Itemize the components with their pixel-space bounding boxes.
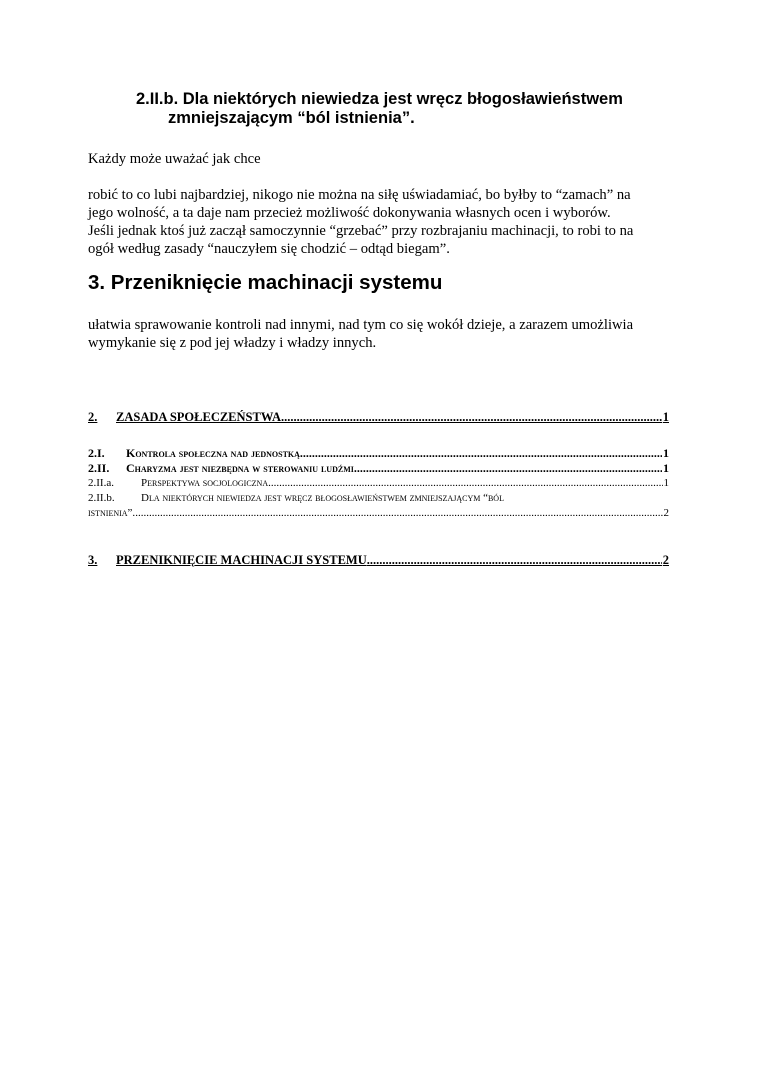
toc-title: PRZENIKNIĘCIE MACHINACJI SYSTEMU — [116, 553, 367, 567]
paragraph-1-line: Jeśli jednak ktoś już zaczął samoczynnie “grzebać” przy rozbrajaniu machinacji, to robi to na — [88, 223, 634, 239]
toc-title: ZASADA SPOŁECZEŃSTWA — [116, 410, 281, 424]
toc-number: 2.I. — [88, 446, 105, 460]
toc-leader — [268, 476, 662, 491]
toc-entry-2-i[interactable] — [88, 446, 669, 461]
paragraph-2 — [88, 316, 673, 352]
section-heading-line-1: 2.II.b. Dla niektórych niewiedza jest wręcz błogosławieństwem — [136, 90, 623, 108]
intro-line — [88, 150, 673, 168]
toc-number: 2.II. — [88, 461, 110, 475]
toc-title: Kontrola społeczna nad jednostką — [126, 446, 300, 460]
section-heading-line-2: zmniejszającym “ból istnienia”. — [168, 109, 415, 127]
toc-leader — [135, 506, 662, 521]
toc-title: Perspektywa socjologiczna — [141, 477, 269, 489]
intro-text: Każdy może uważać jak chce — [88, 151, 261, 167]
toc-page-number: 1 — [663, 446, 669, 460]
section-heading-3: 3. Przeniknięcie machinacji systemu — [88, 271, 443, 294]
toc-title-line-2: istnienia”. — [88, 507, 136, 519]
toc-number: 2.II.b. — [88, 492, 115, 504]
paragraph-1-line: jego wolność, a ta daje nam przecież możliwość dokonywania własnych ocen i wyborów. — [88, 205, 611, 221]
toc-entry-2-ii-b[interactable] — [88, 491, 669, 521]
toc-group-2 — [88, 446, 669, 521]
paragraph-2-line: ułatwia sprawowanie kontroli nad innymi, nad tym co się wokół dzieje, a zarazem umożliwia — [88, 317, 634, 333]
toc-entry-3[interactable] — [88, 553, 669, 568]
toc-number: 3. — [88, 553, 98, 567]
toc-entry-2-ii[interactable] — [88, 461, 669, 476]
paragraph-1-line: robić to co lubi najbardziej, nikogo nie można na siłę uświadamiać, bo byłby to “zamach” na — [88, 187, 631, 203]
toc-title-line-1: Dla niektórych niewiedza jest wręcz błogosławieństwem zmniejszającym “ból — [141, 492, 504, 504]
section-heading-2-ii-b — [136, 90, 696, 128]
toc-title: Charyzma jest niezbędna w sterowaniu ludźmi — [126, 461, 354, 475]
toc-number: 2. — [88, 410, 98, 424]
paragraph-1 — [88, 186, 673, 258]
toc-leader — [281, 410, 662, 425]
toc-leader — [367, 553, 662, 568]
toc-number: 2.II.a. — [88, 477, 114, 489]
toc-page-number: 1 — [663, 477, 669, 489]
paragraph-2-line: wymykanie się z pod jej władzy i władzy innych. — [88, 335, 377, 351]
toc-page-number: 1 — [662, 410, 669, 424]
toc-entry-2-ii-a[interactable] — [88, 476, 669, 491]
toc-page-number: 2 — [662, 553, 669, 567]
toc-page-number: 1 — [663, 461, 669, 475]
toc-leader — [300, 446, 662, 461]
toc-leader — [354, 461, 662, 476]
toc-entry-2[interactable] — [88, 410, 669, 425]
toc-group-3 — [88, 553, 669, 568]
paragraph-1-line: ogół według zasady “nauczyłem się chodzić – odtąd biegam”. — [88, 241, 450, 257]
table-of-contents — [88, 410, 669, 425]
toc-page-number: 2 — [663, 507, 669, 519]
